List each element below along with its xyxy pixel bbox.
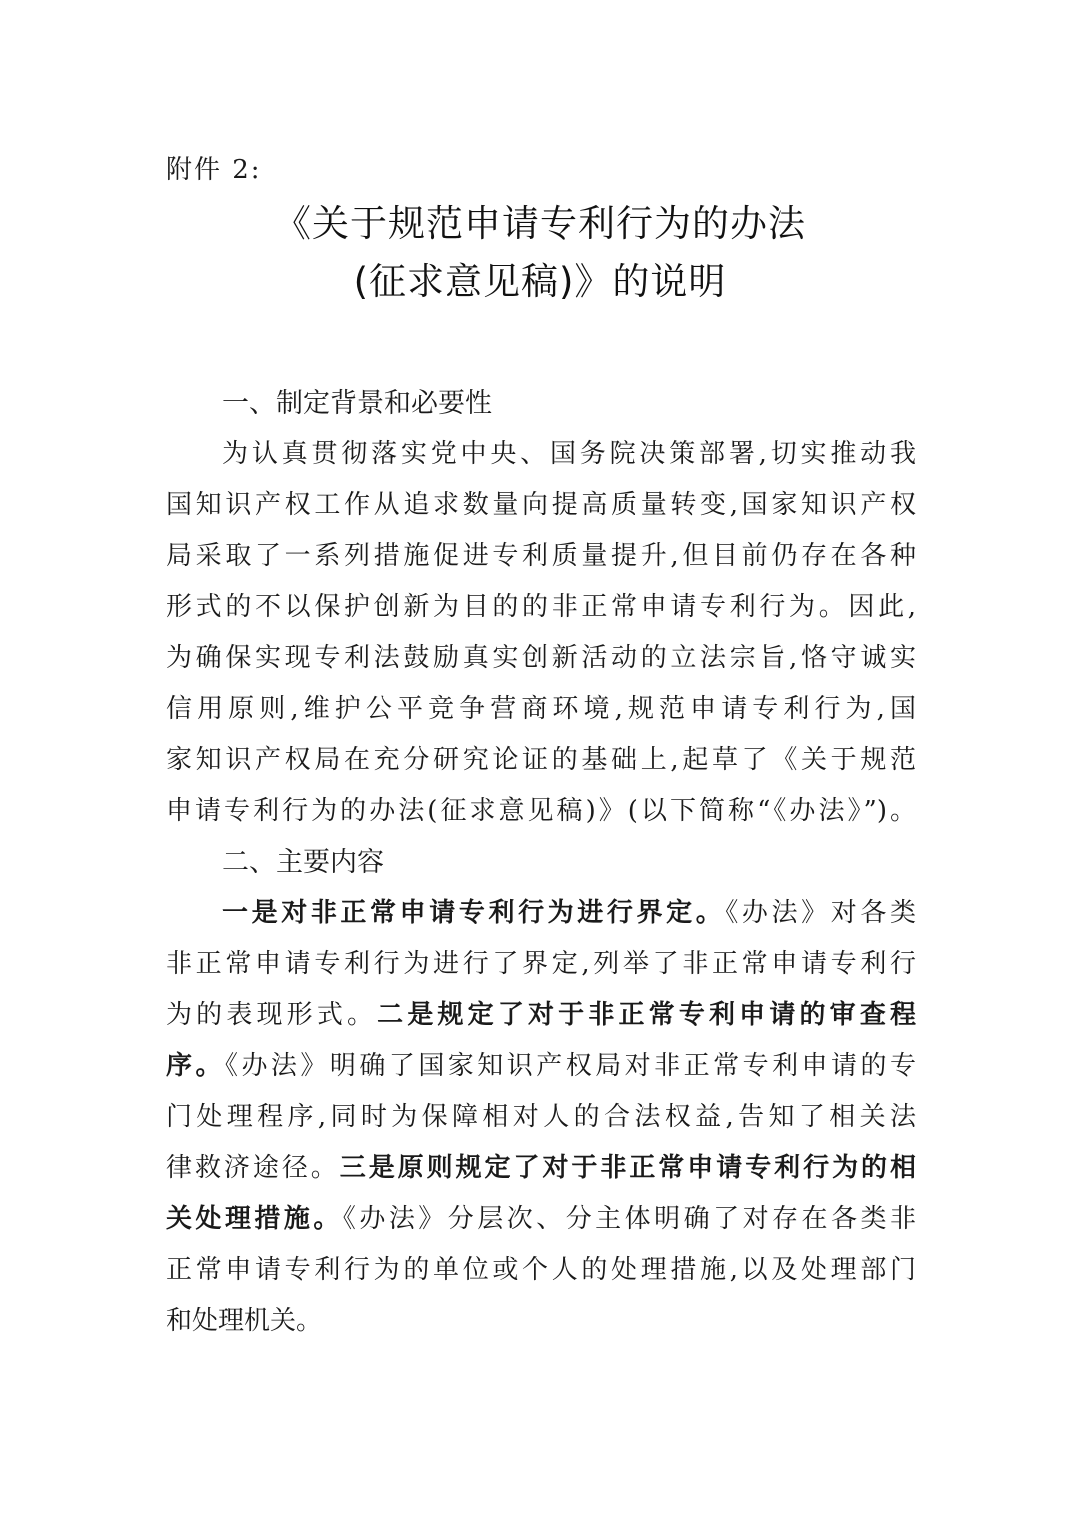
paragraph-line: 正常申请专利行为的单位或个人的处理措施,以及处理部门 <box>166 1255 916 1285</box>
paragraph-line: 局采取了一系列措施促进专利质量提升,但目前仍存在各种 <box>166 541 916 571</box>
paragraph-line: 和处理机关。 <box>166 1306 323 1336</box>
paragraph-line: 家知识产权局在充分研究论证的基础上,起草了《关于规范 <box>166 745 916 775</box>
section-heading-content: 二、主要内容 <box>222 847 384 878</box>
bold-point-3: 三是原则规定了对于非正常申请专利行为的相 <box>339 1153 916 1183</box>
bold-point-3-end: 关处理措施。 <box>166 1204 343 1234</box>
document-body <box>166 378 916 1347</box>
title-line-1: 《关于规范申请专利行为的办法 <box>274 202 806 245</box>
text-span: 《办法》明确了国家知识产权局对非正常专利申请的专 <box>224 1051 916 1081</box>
bold-point-2: 二是规定了对于非正常专利申请的审查程 <box>377 1000 916 1030</box>
attachment-label: 附件 2: <box>166 155 262 185</box>
paragraph-line <box>166 1194 916 1245</box>
paragraph-line <box>166 1143 916 1194</box>
bold-point-2-end: 序。 <box>166 1051 225 1081</box>
title-line-2: (征求意见稿)》的说明 <box>353 260 727 303</box>
bold-point-1: 一是对非正常申请专利行为进行界定。 <box>222 898 726 928</box>
paragraph-line <box>166 888 916 939</box>
text-span: 为的表现形式。 <box>166 1000 378 1030</box>
paragraph-line <box>166 1041 916 1092</box>
paragraph-line <box>166 990 916 1041</box>
section-heading-background: 一、制定背景和必要性 <box>222 388 492 419</box>
paragraph-line: 门处理程序,同时为保障相对人的合法权益,告知了相关法 <box>166 1102 916 1132</box>
paragraph-line: 申请专利行为的办法(征求意见稿)》(以下简称“《办法》”)。 <box>166 796 916 826</box>
text-span: 律救济途径。 <box>166 1153 340 1183</box>
text-span: 《办法》分层次、分主体明确了对存在各类非 <box>342 1204 916 1234</box>
paragraph-line: 国知识产权工作从追求数量向提高质量转变,国家知识产权 <box>166 490 916 520</box>
text-span: 《办法》对各类 <box>725 898 916 928</box>
paragraph-line: 为确保实现专利法鼓励真实创新活动的立法宗旨,恪守诚实 <box>166 643 916 673</box>
paragraph-line: 非正常申请专利行为进行了界定,列举了非正常申请专利行 <box>166 949 916 979</box>
paragraph-line: 为认真贯彻落实党中央、国务院决策部署,切实推动我 <box>222 439 916 469</box>
paragraph-line: 信用原则,维护公平竞争营商环境,规范申请专利行为,国 <box>166 694 916 724</box>
paragraph-line: 形式的不以保护创新为目的的非正常申请专利行为。因此, <box>166 592 916 622</box>
